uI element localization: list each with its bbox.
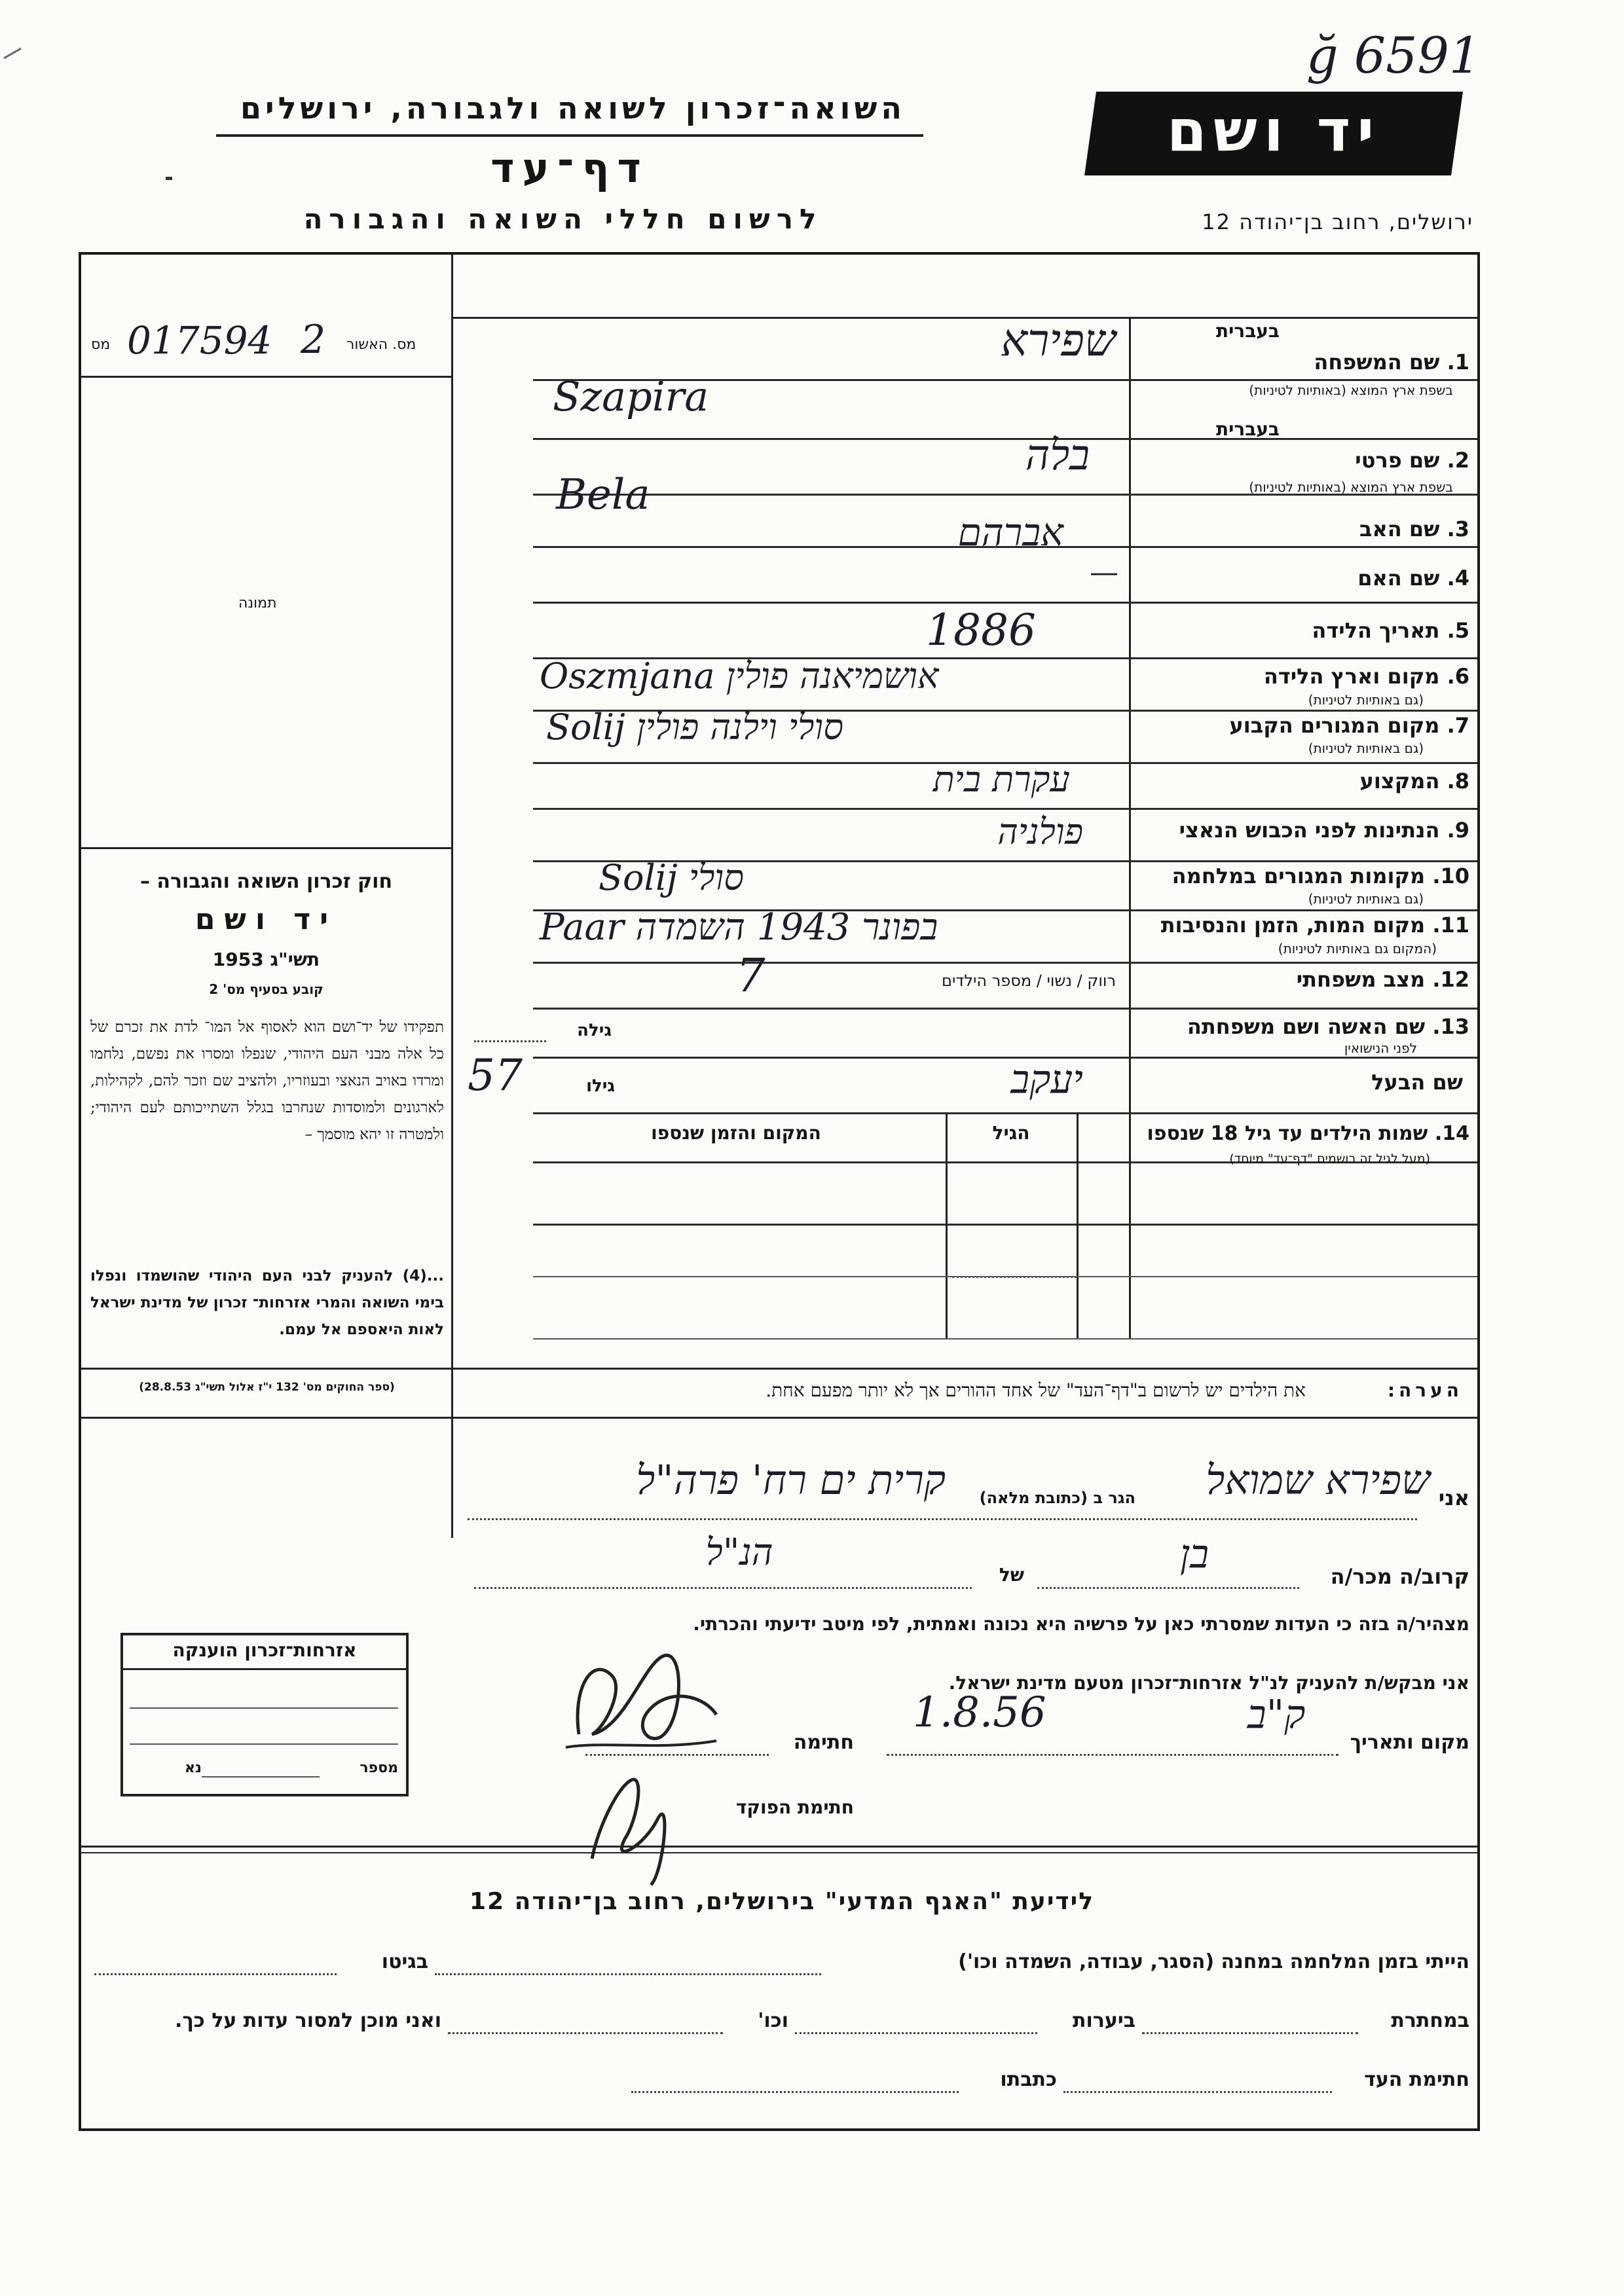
approval-number: 017594	[127, 318, 272, 363]
field-12-label	[1142, 967, 1469, 992]
row-line-13a	[533, 1112, 1477, 1114]
footer-line-3-b: כתבתו	[1000, 2068, 1057, 2091]
form-frame	[79, 252, 1480, 2131]
field-14-divider-2	[946, 1112, 948, 1338]
citizenship-line-1	[130, 1707, 398, 1709]
row-line-10	[533, 962, 1477, 964]
children-row-dots-1	[952, 1276, 1077, 1278]
children-row-2	[533, 1338, 1477, 1339]
institution-name: השואה־זכרון לשואה ולגבורה, ירושלים	[240, 90, 906, 126]
field-7-label	[1142, 713, 1469, 738]
approval-suffix: 2	[301, 317, 326, 363]
field-2-title: שם פרטי	[1355, 448, 1440, 473]
photo-label: תמונה	[238, 595, 277, 611]
field-12-options: רווק / נשוי / מספר הילדים	[942, 972, 1116, 990]
field-1-label	[1142, 350, 1469, 374]
witness-resides-label: הגר ב (כתובת מלאה)	[979, 1489, 1135, 1507]
field-14-title: שמות הילדים עד גיל 18 שנספו	[1147, 1122, 1428, 1145]
field-11-note: (המקום גם באותיות לטיניות)	[1278, 941, 1437, 957]
photo-box-line	[81, 847, 451, 849]
field-9-value[interactable]: פולניה	[997, 811, 1083, 852]
field-13-title: שם האשה ושם משפחתה	[1187, 1014, 1426, 1039]
field-2-label	[1142, 448, 1469, 473]
footer-line-3-a: חתימת העד	[1364, 2068, 1469, 2091]
witness-request: אני מבקש/ת להעניק לנ"ל אזרחות־זכרון מטעם מדינת ישראל.	[948, 1672, 1469, 1694]
field-14-divider-1	[1077, 1112, 1079, 1338]
field-5-label	[1142, 618, 1469, 643]
institution-underline	[216, 134, 923, 137]
field-7-note: (גם באותיות לטיניות)	[1308, 740, 1424, 756]
field-6-label	[1142, 664, 1469, 689]
witness-i-label: אני	[1438, 1485, 1469, 1510]
field-12-title: מצב משפחתי	[1296, 967, 1426, 992]
signature-label: חתימה	[793, 1731, 854, 1754]
field-9-label	[1142, 818, 1469, 843]
field-2-value-latin[interactable]: Bela	[556, 471, 650, 519]
footer-line-2-blank-3	[448, 2032, 723, 2034]
citizenship-number-line	[202, 1776, 320, 1777]
field-2-num: 2.	[1447, 448, 1469, 473]
field-13-age-label: גילה	[577, 1021, 612, 1040]
husband-value[interactable]: יעקב	[1010, 1057, 1083, 1102]
field-5-num: 5.	[1447, 618, 1469, 643]
field-10-label	[1142, 864, 1469, 888]
left-column-divider	[451, 255, 453, 1538]
approval-box-line	[81, 376, 451, 378]
field-13-num: 13.	[1432, 1014, 1469, 1039]
field-14-label	[1090, 1122, 1469, 1145]
field-5-value[interactable]: 1886	[926, 605, 1036, 655]
label-column-divider	[1129, 317, 1131, 1338]
field-9-title: הנתינות לפני הכבוש הנאצי	[1179, 818, 1440, 843]
field-4-num: 4.	[1447, 566, 1469, 591]
field-14-num: 14.	[1434, 1122, 1469, 1145]
citizenship-box	[120, 1633, 409, 1796]
approval-number-box	[81, 317, 451, 376]
witness-of-line	[474, 1587, 972, 1589]
citizenship-box-sep	[123, 1668, 406, 1670]
field-7-title: מקום המגורים הקבוע	[1229, 713, 1440, 738]
field-6-num: 6.	[1447, 664, 1469, 689]
field-11-num: 11.	[1432, 913, 1469, 938]
footer-line-3-blank-1	[1063, 2091, 1332, 2093]
note-text: את הילדים יש לרשום ב"דף־העד" של אחד ההורים אך לא יותר מפעם אחת.	[766, 1379, 1306, 1401]
law-text-2: ...(4) להעניק לבני העם היהודי שהושמדו ונפלו בימי השואה והמרי אזרחות־ זכרון של מדינת ישראל לאות היאספם אל עמם.	[90, 1267, 444, 1338]
field-4-title: שם האם	[1357, 566, 1440, 591]
field-7-value[interactable]: Solij סולי וילנה פולין	[546, 706, 843, 748]
field-11-label	[1142, 913, 1469, 938]
field-4-value[interactable]: —	[1090, 556, 1118, 589]
citizenship-line-2	[130, 1743, 398, 1745]
field-2-value-hebrew[interactable]: בלה	[1025, 431, 1090, 480]
witness-signature	[553, 1636, 769, 1767]
law-bottom-line	[81, 1368, 451, 1370]
field-10-value[interactable]: Solij סולי	[599, 857, 744, 898]
field-11-value[interactable]: Paar בפונר 1943 השמדה	[540, 906, 938, 949]
field-3-value[interactable]: אברהם	[957, 510, 1063, 555]
field-1-num: 1.	[1447, 350, 1469, 374]
row-line-11	[533, 1008, 1477, 1010]
footer-line-2-blank-1	[1142, 2032, 1358, 2034]
field-1-value-hebrew[interactable]: שפירא	[1001, 315, 1116, 367]
law-title: חוק זכרון השואה והגבורה –	[139, 870, 393, 893]
law-reference: (ספר החוקים מס' 132 י"ז אלול תשי"ג 28.8.53)	[139, 1381, 395, 1394]
header-address: ירושלים, רחוב בן־יהודה 12	[1202, 210, 1473, 234]
field-9-num: 9.	[1447, 818, 1469, 843]
witness-declaration: מצהיר/ה בזה כי העדות שמסרתי כאן על פרשיה היא נכונה ואמתית, לפי מיטב ידיעתי והכרתי.	[693, 1613, 1469, 1635]
row-line-7	[533, 808, 1477, 810]
law-section: קובע בסעיף מס' 2	[209, 981, 323, 997]
field-8-num: 8.	[1447, 769, 1469, 793]
footer-line-1-blank	[435, 1973, 821, 1975]
field-1-note: בשפת ארץ המוצא (באותיות לטיניות)	[1249, 382, 1453, 398]
law-org: יד ושם	[194, 903, 338, 936]
field-10-num: 10.	[1432, 864, 1469, 888]
footer-line-2-c: וכו'	[758, 2009, 788, 2032]
row-line-14	[533, 1224, 1477, 1226]
witness-of-value[interactable]: הנ"ל	[705, 1531, 773, 1574]
field-3-label	[1142, 517, 1469, 541]
approval-label: מס. האשור	[346, 337, 416, 353]
field-1-value-latin[interactable]: Szapira	[553, 373, 709, 420]
no-label: מס	[91, 337, 111, 353]
field-8-label	[1142, 769, 1469, 793]
husband-age[interactable]: 57	[468, 1050, 523, 1101]
field-7-num: 7.	[1447, 713, 1469, 738]
field-12-children-count[interactable]: 7	[736, 949, 766, 1002]
field-10-title: מקומות המגורים במלחמה	[1172, 864, 1426, 888]
field-12-num: 12.	[1432, 967, 1469, 992]
field-6-note: (גם באותיות לטיניות)	[1308, 692, 1424, 708]
footer-line-2-a: במחתרת	[1391, 2009, 1469, 2032]
husband-label: שם הבעל	[1371, 1070, 1463, 1095]
footer-line-1-label: הייתי בזמן המלחמה במחנה (הסגר, עבודה, השמדה וכו')	[958, 1950, 1469, 1973]
footer-line-2-blank-2	[795, 2032, 1037, 2034]
field-13-age-line	[474, 1040, 546, 1042]
citizenship-no-label: נא	[185, 1760, 202, 1776]
note-bottom-line	[81, 1417, 1477, 1419]
note-top-line	[451, 1368, 1477, 1370]
field-13-note: לפני הנישואין	[1344, 1040, 1417, 1056]
footer-line-1-blank-2	[94, 1973, 337, 1975]
citizenship-box-title: אזרחות־זכרון הוענקה	[172, 1639, 357, 1661]
field-11-title: מקום המות, הזמן והנסיבות	[1160, 913, 1426, 938]
field-8-title: המקצוע	[1359, 769, 1440, 793]
witness-of-label: של	[999, 1564, 1024, 1586]
witness-place[interactable]: ק"ב	[1247, 1692, 1306, 1738]
field-14-col-age: הגיל	[992, 1122, 1030, 1144]
witness-name[interactable]: שפירא שמואל	[1206, 1456, 1430, 1504]
field-5-title: תאריך הלידה	[1312, 618, 1440, 643]
field-3-title: שם האב	[1359, 517, 1440, 541]
witness-address-line	[468, 1518, 1417, 1520]
field-3-num: 3.	[1447, 517, 1469, 541]
field-2-note: בשפת ארץ המוצא (באותיות לטיניות)	[1249, 479, 1453, 495]
footer-title: לידיעת "האגף המדעי" בירושלים, רחוב בן־יהודה 12	[470, 1888, 1094, 1915]
logo-text: יד ושם	[1166, 97, 1381, 164]
witness-date[interactable]: 1.8.56	[913, 1688, 1046, 1737]
page-title: דף־עד	[490, 144, 649, 192]
field-4-label	[1142, 566, 1469, 591]
place-date-line	[887, 1754, 1338, 1756]
footer-line-2-d: ואני מוכן למסור עדות על כך.	[175, 2009, 441, 2032]
law-text-1: תפקידו של יד־ושם הוא לאסוף אל המו־ לדת את זכרם של כל אלה מבני העם היהודי, שנפלו ומסרו את נפשם, נלחמו ומרדו באויב הנאצי ובעוזריו, ולהציב שם וזכר להם, לקהילות, לארגונים ולמוסדות שנחרבו בגלל השתייכותם לעם היהודי; ולמטרה זו יהא מוסמך –	[90, 1019, 444, 1143]
husband-age-label: גילו	[586, 1076, 615, 1096]
field-14-note: (מעל לגיל זה רושמים "דף־עד" מיוחד)	[1229, 1152, 1430, 1166]
witness-relative-label: קרוב/ה מכר/ה	[1330, 1564, 1469, 1589]
note-label: הערה:	[1387, 1379, 1463, 1401]
field-8-value[interactable]: עקרת בית	[932, 759, 1070, 800]
footer-separator-2	[81, 1852, 1477, 1853]
footer-line-1-end: בגיטו	[381, 1950, 428, 1973]
law-year: תשי"ג 1953	[212, 949, 320, 970]
footer-separator-1	[81, 1846, 1477, 1848]
officer-signature-label: חתימת הפוקד	[735, 1796, 854, 1818]
footer-line-2-b: ביערות	[1073, 2009, 1135, 2032]
field-6-title: מקום וארץ הלידה	[1263, 664, 1440, 689]
officer-signature	[572, 1760, 690, 1891]
row-line-3	[533, 602, 1477, 604]
field-2-lang: בעברית	[1215, 418, 1280, 440]
citizenship-number-label: מספר	[360, 1760, 398, 1776]
witness-relation[interactable]: בן	[1179, 1531, 1209, 1577]
witness-address[interactable]: קרית ים רח' פרה"ל	[636, 1456, 946, 1504]
field-1-lang: בעברית	[1215, 320, 1280, 342]
footer-line-3-blank-2	[631, 2091, 959, 2093]
page-subtitle: לרשום חללי השואה והגבורה	[303, 203, 823, 235]
field-10-note: (גם באותיות לטיניות)	[1308, 891, 1424, 907]
margin-dot	[166, 177, 172, 180]
witness-relation-line	[1037, 1587, 1299, 1589]
field-13-label	[1142, 1014, 1469, 1039]
field-6-value[interactable]: Oszmjana אושמיאנה פולין	[540, 655, 939, 697]
place-date-label: מקום ותאריך	[1350, 1731, 1469, 1754]
field-14-col-place: המקום והזמן שנספו	[651, 1122, 821, 1144]
field-1-title: שם המשפחה	[1314, 350, 1440, 374]
file-number: ğ 6591	[1306, 26, 1481, 84]
margin-mark	[3, 48, 21, 60]
